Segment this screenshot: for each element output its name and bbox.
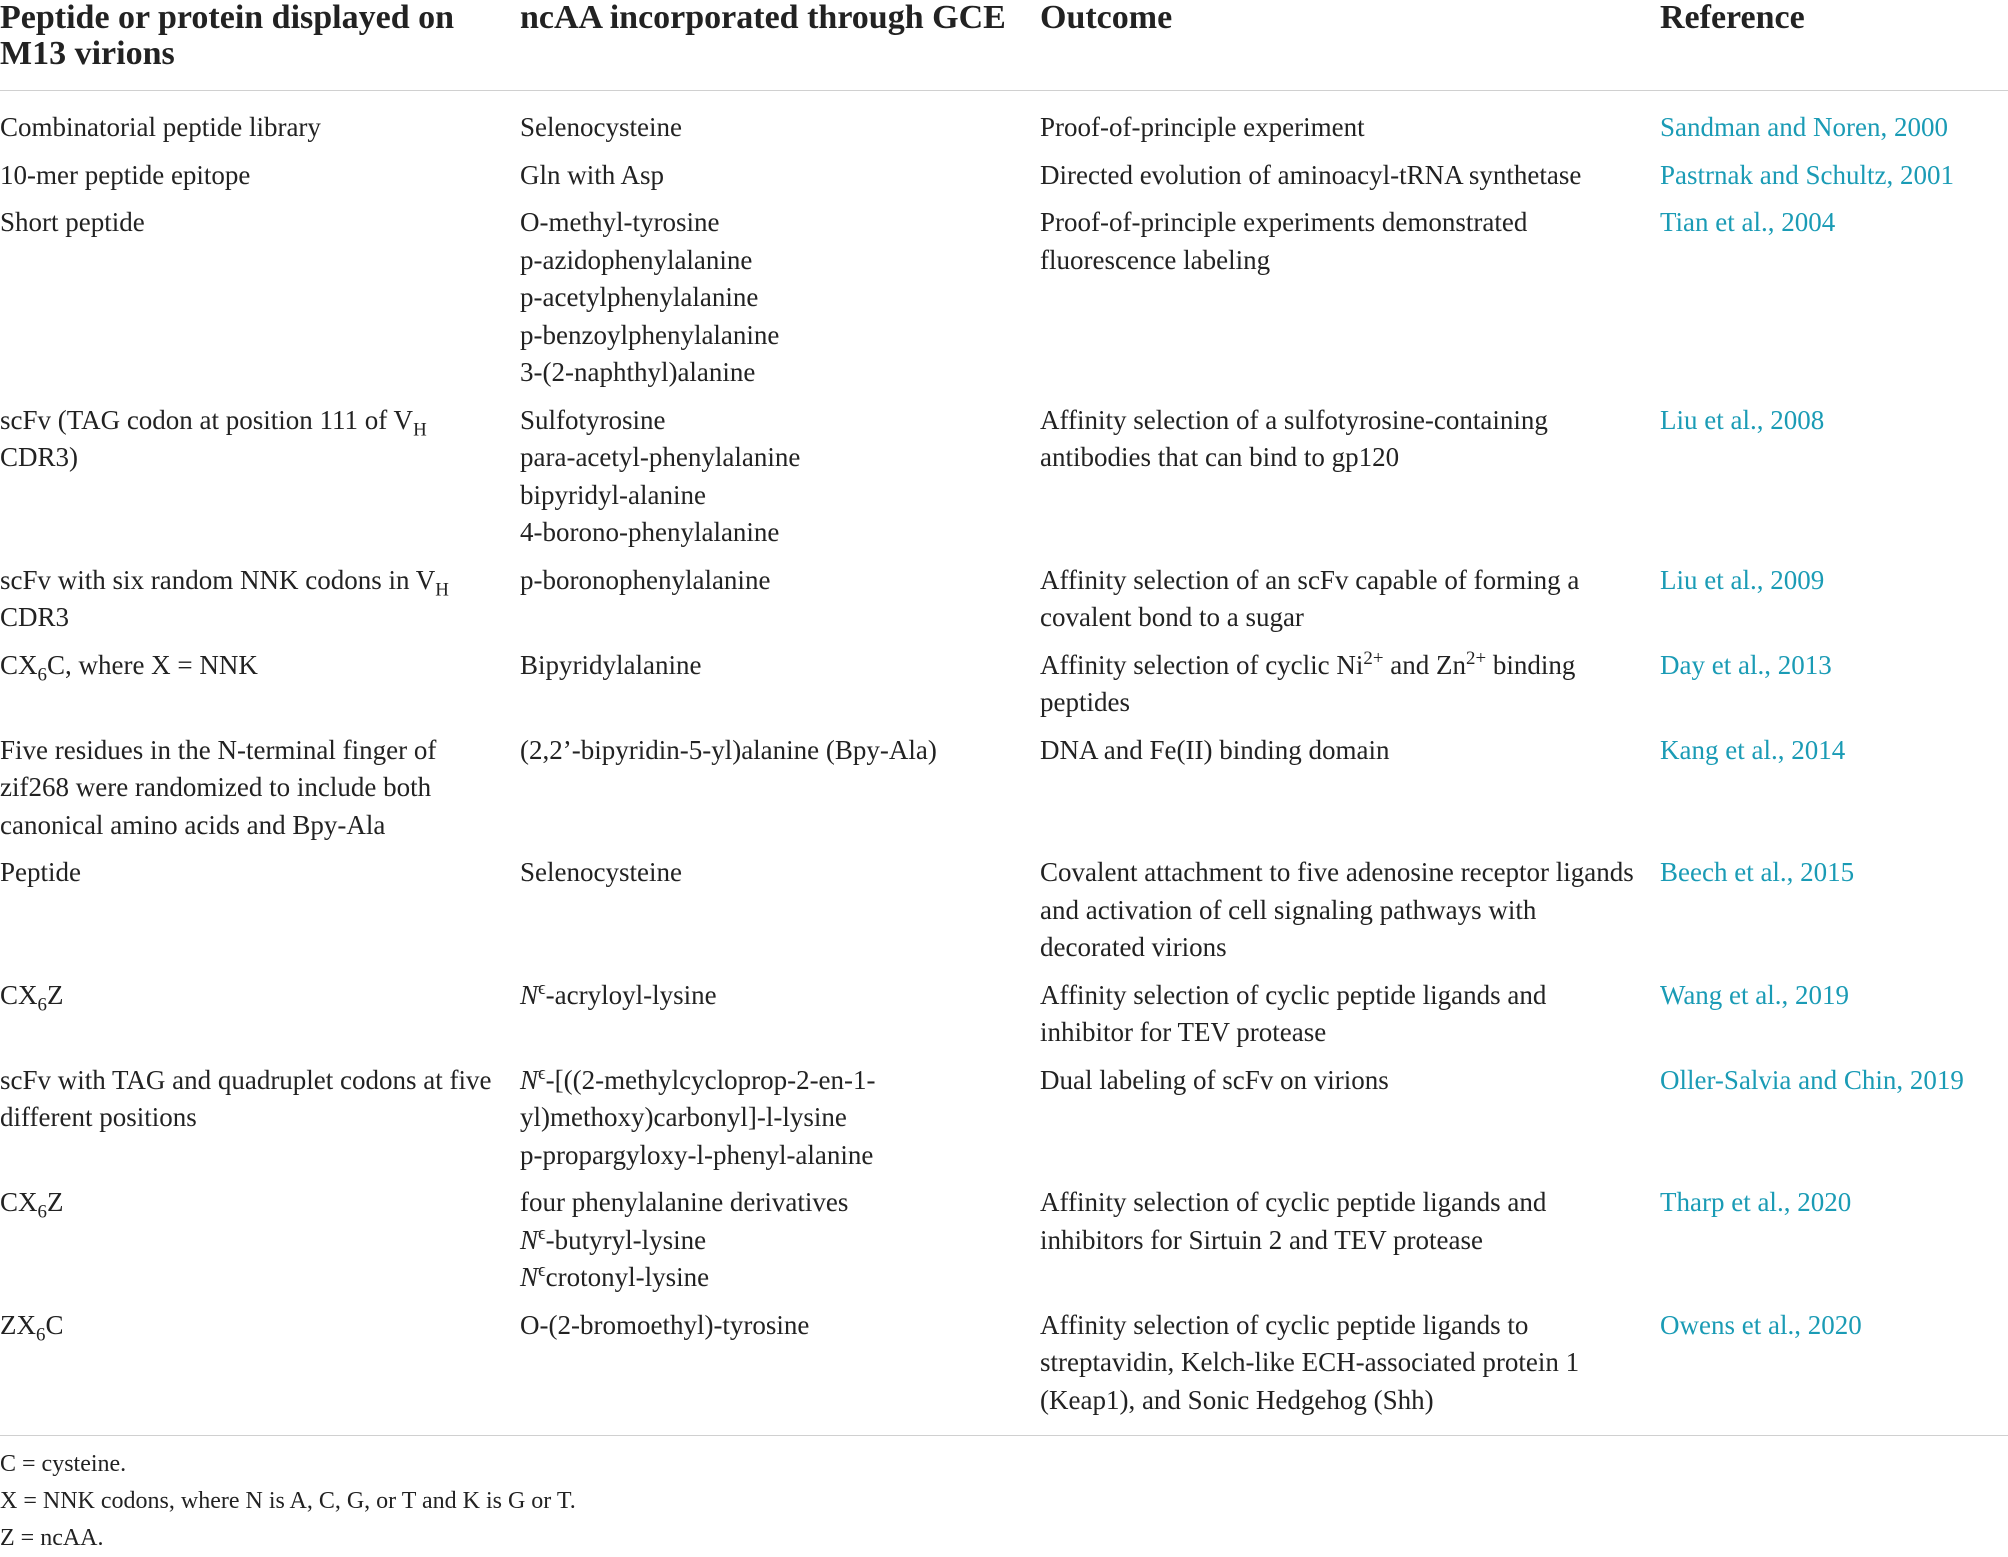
ncaa-text: p-propargyloxy-l-phenyl-alanine bbox=[520, 1139, 874, 1170]
peptide-text-suffix: Z bbox=[46, 979, 64, 1010]
peptide-subscript: 6 bbox=[37, 663, 47, 685]
peptide-text: Five residues in the N-terminal finger of zif268 were randomized to include both canonical amino acids and Bpy-Ala bbox=[0, 734, 437, 840]
reference-link[interactable]: Day et al., 2013 bbox=[1660, 649, 1832, 680]
ncaa-line: bipyridyl-alanine bbox=[520, 479, 706, 510]
peptide-subscript: H bbox=[435, 578, 449, 600]
ncaa-line: Sulfotyrosine bbox=[520, 404, 666, 435]
reference-link[interactable]: Wang et al., 2019 bbox=[1660, 979, 1850, 1010]
cell-ncaa bbox=[520, 402, 1040, 562]
cell-reference bbox=[1660, 562, 2008, 647]
ncaa-line: p-boronophenylalanine bbox=[520, 564, 771, 595]
cell-ncaa bbox=[520, 732, 1040, 855]
reference-link[interactable]: Liu et al., 2008 bbox=[1660, 404, 1825, 435]
peptide-text: CX bbox=[0, 1187, 38, 1217]
ncaa-line: para-acetyl-phenylalanine bbox=[520, 442, 801, 472]
cell-peptide bbox=[0, 91, 520, 157]
table-header-row bbox=[0, 0, 2008, 91]
outcome-superscript: 2+ bbox=[1466, 647, 1487, 669]
cell-reference bbox=[1660, 1184, 2008, 1307]
cell-outcome: Dual labeling of scFv on virions bbox=[1040, 1064, 1389, 1095]
peptide-subscript: H bbox=[413, 418, 427, 440]
ncaa-line: O-(2-bromoethyl)-tyrosine bbox=[520, 1309, 810, 1340]
peptide-text-suffix: C bbox=[45, 1309, 64, 1340]
peptide-subscript: 6 bbox=[37, 993, 47, 1015]
cell-peptide bbox=[0, 1307, 520, 1436]
cell-outcome: Affinity selection of a sulfotyrosine-containing antibodies that can bind to gp120 bbox=[1040, 404, 1548, 472]
cell-peptide bbox=[0, 157, 520, 205]
cell-peptide bbox=[0, 402, 520, 562]
cell-ncaa bbox=[520, 647, 1040, 732]
table-body bbox=[0, 91, 2008, 1436]
header-reference: Reference bbox=[1660, 0, 1805, 36]
ncaa-line bbox=[520, 1259, 1026, 1297]
cell-reference bbox=[1660, 977, 2008, 1062]
ncaa-line bbox=[520, 1184, 1026, 1222]
ncaa-line bbox=[520, 1222, 1026, 1260]
cell-reference bbox=[1660, 647, 2008, 732]
cell-peptide bbox=[0, 1062, 520, 1185]
ncaa-superscript: ϵ bbox=[538, 1260, 546, 1281]
table-row bbox=[0, 854, 2008, 977]
cell-ncaa bbox=[520, 157, 1040, 205]
cell-ncaa bbox=[520, 977, 1040, 1062]
table-row bbox=[0, 1307, 2008, 1436]
header-ncaa: ncAA incorporated through GCE bbox=[520, 0, 1006, 36]
outcome-text: binding peptides bbox=[1040, 649, 1576, 717]
outcome-superscript: 2+ bbox=[1363, 647, 1384, 669]
cell-outcome: Affinity selection of cyclic peptide ligands and inhibitors for Sirtuin 2 and TEV protease bbox=[1040, 1187, 1547, 1255]
table-row bbox=[0, 1062, 2008, 1185]
cell-peptide bbox=[0, 562, 520, 647]
cell-ncaa bbox=[520, 562, 1040, 647]
table-row bbox=[0, 1184, 2008, 1307]
cell-reference bbox=[1660, 854, 2008, 977]
cell-outcome: Affinity selection of an scFv capable of forming a covalent bond to a sugar bbox=[1040, 564, 1580, 632]
ncaa-superscript: ϵ bbox=[538, 1222, 546, 1244]
peptide-text-suffix: Z bbox=[46, 1187, 64, 1217]
ncaa-line: p-acetylphenylalanine bbox=[520, 282, 759, 312]
ncaa-line: O-methyl-tyrosine bbox=[520, 207, 720, 237]
reference-link[interactable]: Tian et al., 2004 bbox=[1660, 207, 1836, 237]
table-row bbox=[0, 402, 2008, 562]
ncaa-line: 3-(2-naphthyl)alanine bbox=[520, 357, 756, 387]
cell-ncaa bbox=[520, 1184, 1040, 1307]
ncaa-superscript: ϵ bbox=[538, 1062, 546, 1084]
table-row bbox=[0, 204, 2008, 402]
table-row bbox=[0, 157, 2008, 205]
ncaa-text: -butyryl-lysine bbox=[545, 1224, 707, 1255]
table-footnotes bbox=[0, 1436, 2008, 1557]
peptide-text: ZX bbox=[0, 1309, 36, 1340]
peptide-text-suffix: CDR3) bbox=[0, 442, 79, 472]
header-peptide: Peptide or protein displayed on M13 virions bbox=[0, 0, 455, 72]
table-row bbox=[0, 977, 2008, 1062]
cell-reference bbox=[1660, 732, 2008, 855]
peptide-text: 10-mer peptide epitope bbox=[0, 159, 251, 190]
cell-outcome: Affinity selection of cyclic peptide ligands to streptavidin, Kelch-like ECH-associated protein 1 (Keap1), and Sonic Hedgehog (Shh) bbox=[1040, 1309, 1580, 1415]
outcome-text: Affinity selection of cyclic Ni bbox=[1040, 649, 1364, 680]
peptide-text-suffix: C, where X = NNK bbox=[46, 649, 258, 680]
ncaa-text: -[((2-methylcycloprop-2-en-1- bbox=[545, 1064, 876, 1095]
footnote: X = NNK codons, where N is A, C, G, or T and K is G or T. bbox=[0, 1488, 576, 1514]
table-row bbox=[0, 91, 2008, 157]
cell-reference bbox=[1660, 1062, 2008, 1185]
cell-peptide bbox=[0, 204, 520, 402]
cell-outcome: DNA and Fe(II) binding domain bbox=[1040, 734, 1390, 765]
cell-peptide bbox=[0, 1184, 520, 1307]
reference-link[interactable]: Liu et al., 2009 bbox=[1660, 564, 1825, 595]
peptide-text: Combinatorial peptide library bbox=[0, 112, 321, 142]
reference-link[interactable]: Sandman and Noren, 2000 bbox=[1660, 112, 1948, 142]
reference-link[interactable]: Oller-Salvia and Chin, 2019 bbox=[1660, 1064, 1964, 1095]
cell-ncaa bbox=[520, 204, 1040, 402]
cell-outcome: Covalent attachment to five adenosine receptor ligands and activation of cell signaling pathways with decorated virions bbox=[1040, 857, 1634, 962]
cell-reference bbox=[1660, 91, 2008, 157]
ncaa-text: four phenylalanine derivatives bbox=[520, 1187, 849, 1217]
peptide-subscript: 6 bbox=[37, 1201, 47, 1223]
ncaa-superscript: ϵ bbox=[538, 977, 546, 999]
ncaa-line bbox=[520, 1099, 1026, 1137]
peptide-text: scFv with TAG and quadruplet codons at five different positions bbox=[0, 1064, 492, 1132]
reference-link[interactable]: Pastrnak and Schultz, 2001 bbox=[1660, 159, 1954, 190]
peptide-text-suffix: CDR3 bbox=[0, 602, 70, 632]
cell-ncaa bbox=[520, 1307, 1040, 1436]
ncaa-italic-prefix: N bbox=[520, 1064, 539, 1095]
ncaa-italic-prefix: N bbox=[520, 1262, 539, 1292]
cell-outcome: Proof-of-principle experiment bbox=[1040, 112, 1365, 142]
reference-link[interactable]: Beech et al., 2015 bbox=[1660, 857, 1855, 887]
ncaa-line: Bipyridylalanine bbox=[520, 649, 702, 680]
outcome-text: and Zn bbox=[1383, 649, 1467, 680]
peptide-text: scFv with six random NNK codons in V bbox=[0, 564, 436, 595]
ncaa-line: p-benzoylphenylalanine bbox=[520, 319, 780, 350]
cell-peptide bbox=[0, 977, 520, 1062]
cell-reference bbox=[1660, 204, 2008, 402]
table-row bbox=[0, 647, 2008, 732]
reference-link[interactable]: Kang et al., 2014 bbox=[1660, 734, 1846, 765]
reference-link[interactable]: Tharp et al., 2020 bbox=[1660, 1187, 1852, 1217]
cell-outcome: Proof-of-principle experiments demonstrated fluorescence labeling bbox=[1040, 207, 1528, 275]
ncaa-italic-prefix: N bbox=[520, 1224, 539, 1255]
table-row bbox=[0, 732, 2008, 855]
peptide-text: Peptide bbox=[0, 857, 81, 887]
header-outcome: Outcome bbox=[1040, 0, 1173, 36]
cell-outcome: Affinity selection of cyclic peptide ligands and inhibitor for TEV protease bbox=[1040, 979, 1547, 1047]
peptide-text: CX bbox=[0, 649, 38, 680]
ncaa-text: crotonyl-lysine bbox=[545, 1262, 710, 1292]
cell-peptide bbox=[0, 854, 520, 977]
cell-reference bbox=[1660, 402, 2008, 562]
ncaa-text: yl)methoxy)carbonyl]-l-lysine bbox=[520, 1102, 847, 1132]
ncaa-line: (2,2’-bipyridin-5-yl)alanine (Bpy-Ala) bbox=[520, 734, 937, 765]
cell-ncaa bbox=[520, 91, 1040, 157]
cell-outcome: Directed evolution of aminoacyl-tRNA synthetase bbox=[1040, 159, 1582, 190]
cell-peptide bbox=[0, 647, 520, 732]
cell-ncaa bbox=[520, 854, 1040, 977]
cell-reference bbox=[1660, 1307, 2008, 1436]
ncaa-line bbox=[520, 1062, 1026, 1100]
footnote: C = cysteine. bbox=[0, 1451, 127, 1477]
peptide-text: scFv (TAG codon at position 111 of V bbox=[0, 404, 414, 435]
ncaa-italic-prefix: N bbox=[520, 979, 539, 1010]
cell-reference bbox=[1660, 157, 2008, 205]
ncaa-line bbox=[520, 977, 1026, 1015]
reference-link[interactable]: Owens et al., 2020 bbox=[1660, 1309, 1862, 1340]
peptide-text: Short peptide bbox=[0, 207, 145, 237]
ncaa-text: -acryloyl-lysine bbox=[545, 979, 717, 1010]
ncaa-line: Selenocysteine bbox=[520, 112, 682, 142]
footnote: Z = ncAA. bbox=[0, 1525, 104, 1551]
ncaa-line: p-azidophenylalanine bbox=[520, 244, 753, 275]
peptide-subscript: 6 bbox=[36, 1323, 46, 1345]
cell-outcome bbox=[1040, 647, 1660, 732]
cell-ncaa bbox=[520, 1062, 1040, 1185]
table-row bbox=[0, 562, 2008, 647]
ncaa-line: Gln with Asp bbox=[520, 159, 665, 190]
ncaa-line bbox=[520, 1137, 1026, 1175]
ncaa-line: Selenocysteine bbox=[520, 857, 682, 887]
ncaa-line: 4-borono-phenylalanine bbox=[520, 517, 780, 547]
peptide-text: CX bbox=[0, 979, 38, 1010]
cell-peptide bbox=[0, 732, 520, 855]
